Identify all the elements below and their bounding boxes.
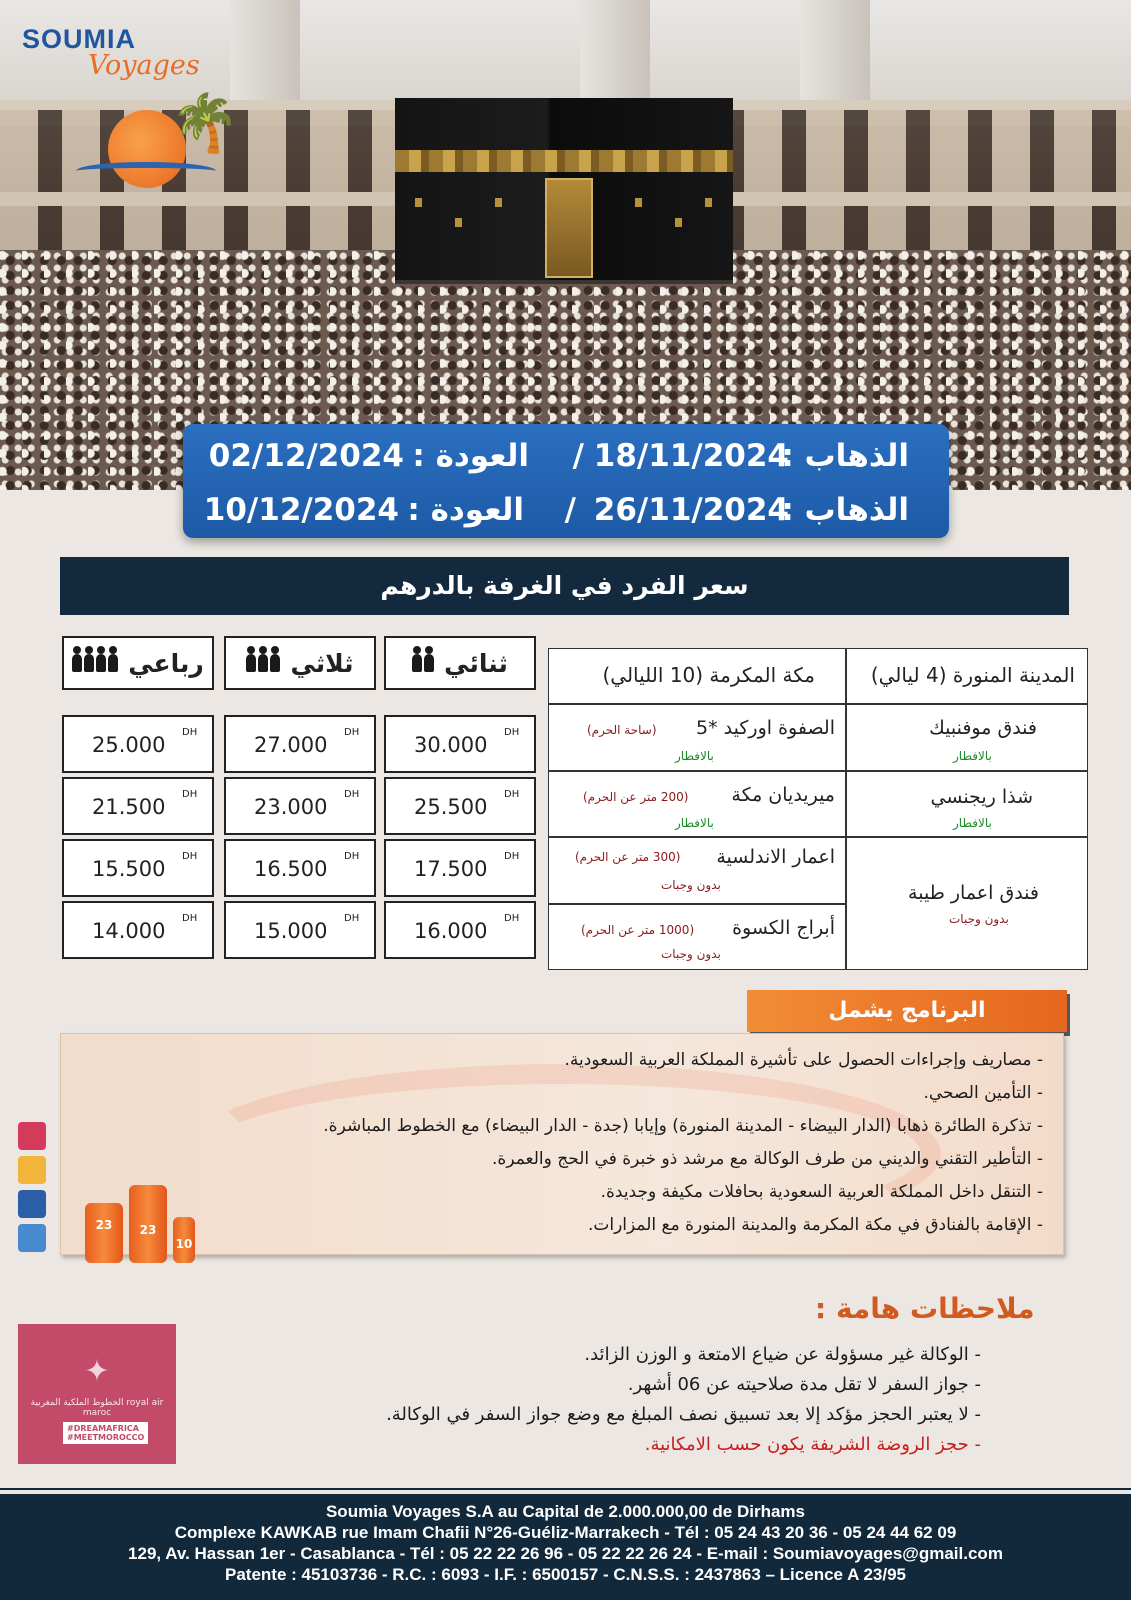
kiswa-ornament	[635, 198, 642, 207]
currency: DH	[344, 913, 360, 924]
hotel-name: فندق موفنبيك	[929, 717, 1037, 739]
currency: DH	[504, 913, 520, 924]
notes-list	[386, 1340, 981, 1460]
travel-dates-box	[183, 424, 949, 538]
price-value: 15.000	[254, 919, 328, 943]
hotel-distance: (1000 متر عن الحرم)	[581, 923, 695, 937]
price-value: 16.500	[254, 857, 328, 881]
hotel-distance: (ساحة الحرم)	[587, 723, 657, 737]
meal-plan: بدون وجبات	[661, 878, 721, 892]
return-date: 02/12/2024	[208, 438, 404, 474]
price-cell	[62, 901, 214, 959]
price-value: 27.000	[254, 733, 328, 757]
return-label: العودة :	[407, 492, 524, 528]
currency: DH	[182, 913, 198, 924]
suitcase-weight: 10	[175, 1237, 193, 1251]
return-label: العودة :	[412, 438, 529, 474]
meal-plan: بالافطار	[953, 749, 992, 763]
kiswa-ornament	[455, 218, 462, 227]
note-item: - جواز السفر لا تقل مدة صلاحيته عن 06 أشهر.	[627, 1374, 981, 1395]
currency: DH	[182, 727, 198, 738]
triple-room-label: ثلاثي	[290, 648, 354, 678]
notes-title: ملاحظات هامة :	[815, 1292, 1035, 1325]
kiswa-ornament	[495, 198, 502, 207]
price-value: 14.000	[92, 919, 166, 943]
double-room-header	[384, 636, 536, 690]
currency: DH	[182, 789, 198, 800]
price-value: 17.500	[414, 857, 488, 881]
royal-air-maroc-badge	[18, 1324, 176, 1464]
program-box	[60, 1033, 1064, 1255]
suitcase-icon	[129, 1185, 167, 1263]
price-cell	[62, 839, 214, 897]
hotel-distance: (300 متر عن الحرم)	[575, 850, 681, 864]
dates-row-2	[183, 492, 949, 542]
hotel-name: أبراج الكسوة	[732, 917, 835, 939]
four-people-icon	[72, 654, 118, 672]
price-cell	[224, 715, 376, 773]
depart-label: الذهاب :	[781, 438, 909, 474]
price-value: 25.000	[92, 733, 166, 757]
price-cell	[224, 839, 376, 897]
footer	[0, 1494, 1131, 1600]
meal-plan: بالافطار	[675, 749, 714, 763]
price-cell	[384, 839, 536, 897]
meal-plan: بالافطار	[953, 816, 992, 830]
triple-room-header	[224, 636, 376, 690]
hotel-name: ميريديان مكة	[731, 784, 835, 806]
price-value: 25.500	[414, 795, 488, 819]
price-cell	[384, 901, 536, 959]
program-title: البرنامج يشمل	[747, 990, 1067, 1032]
medina-header: المدينة المنورة (4 ليالي)	[870, 663, 1075, 687]
ram-hashtag: #MEETMOROCCO	[67, 1433, 145, 1442]
hotel-name: الصفوة اوركيد *5	[696, 717, 835, 739]
fnavm-icon	[18, 1156, 46, 1184]
kiswa-band	[395, 150, 733, 172]
suitcase-weight: 23	[139, 1223, 157, 1237]
currency: DH	[344, 789, 360, 800]
footer-line: Complexe KAWKAB rue Imam Chafii N°26-Guéliz-Marrakech - Tél : 05 24 43 20 36 - 05 24 44 62 09	[174, 1523, 957, 1542]
program-item: - التنقل داخل المملكة العربية السعودية بحافلات مكيفة وجديدة.	[600, 1182, 1043, 1202]
program-item: - التأمين الصحي.	[923, 1083, 1043, 1103]
price-cell	[224, 777, 376, 835]
quad-room-header	[62, 636, 214, 690]
currency: DH	[344, 851, 360, 862]
price-value: 21.500	[92, 795, 166, 819]
suitcase-icon	[85, 1203, 123, 1263]
two-people-icon	[412, 654, 434, 672]
date-separator: /	[564, 492, 576, 528]
meal-plan: بالافطار	[675, 816, 714, 830]
footer-line: 129, Av. Hassan 1er - Casablanca - Tél : 05 22 22 26 96 - 05 22 22 26 24 - E-mail : Soumiavoyages@gmail.com	[128, 1544, 1003, 1563]
footer-divider	[0, 1488, 1131, 1490]
program-item: - تذكرة الطائرة ذهابا (الدار البيضاء - المدينة المنورة) وإيابا (جدة - الدار البيضاء) مع الخطوط المباشرة.	[323, 1116, 1043, 1136]
footer-line: Patente : 45103736 - R.C. : 6093 - I.F. : 6500157 - C.N.S.S. : 2437863 – Licence A 23/95	[225, 1565, 906, 1584]
medina-header-cell	[846, 648, 1088, 704]
price-value: 16.000	[414, 919, 488, 943]
depart-label: الذهاب :	[781, 492, 909, 528]
kiswa-ornament	[415, 198, 422, 207]
ram-crest-icon: ✦	[84, 1354, 110, 1389]
brand-subtitle: Voyages	[88, 50, 200, 81]
iata-icon	[18, 1190, 46, 1218]
hotel-name: شذا ريجنسي	[930, 786, 1033, 808]
dates-row-1	[183, 438, 949, 488]
kaaba	[395, 98, 733, 284]
program-item: - مصاريف وإجراءات الحصول على تأشيرة المملكة العربية السعودية.	[564, 1050, 1043, 1070]
makkah-header: مكة المكرمة (10 الليالي)	[602, 663, 815, 687]
kiswa-ornament	[675, 218, 682, 227]
price-cell	[384, 777, 536, 835]
currency: DH	[504, 789, 520, 800]
hotel-name: فندق اعمار طيبة	[908, 882, 1039, 904]
date-separator: /	[572, 438, 584, 474]
tourism-icon	[18, 1122, 46, 1150]
program-item: - التأطير التقني والديني من طرف الوكالة مع مرشد ذو خبرة في الحج والعمرة.	[492, 1149, 1043, 1169]
quad-room-label: رباعي	[128, 648, 204, 678]
wave-icon	[76, 162, 216, 180]
kiswa-ornament	[705, 198, 712, 207]
makkah-hotel-row	[548, 837, 846, 904]
price-value: 30.000	[414, 733, 488, 757]
currency: DH	[344, 727, 360, 738]
makkah-header-cell	[548, 648, 846, 704]
price-cell	[62, 777, 214, 835]
meal-plan: بدون وجبات	[949, 912, 1009, 926]
makkah-hotel-row	[548, 704, 846, 771]
depart-date: 18/11/2024	[593, 438, 789, 474]
program-list	[323, 1044, 1043, 1242]
association-icon	[18, 1224, 46, 1252]
palm-tree-icon: 🌴	[170, 91, 240, 156]
currency: DH	[504, 851, 520, 862]
footer-line: Soumia Voyages S.A au Capital de 2.000.000,00 de Dirhams	[325, 1502, 806, 1521]
note-item-highlight: - حجز الروضة الشريفة يكون حسب الامكانية.	[644, 1434, 981, 1455]
price-table-title: سعر الفرد في الغرفة بالدرهم	[60, 557, 1069, 615]
double-room-label: ثنائي	[444, 648, 508, 678]
ram-hashtag: #DREAMAFRICA	[67, 1424, 139, 1433]
accreditation-icons	[18, 1122, 48, 1258]
price-value: 15.500	[92, 857, 166, 881]
currency: DH	[504, 727, 520, 738]
brand-name: SOUMIA	[22, 24, 136, 54]
medina-hotel-row	[846, 704, 1088, 771]
suitcase-icon	[173, 1217, 195, 1263]
ram-title: الخطوط الملكية المغربية royal air maroc	[30, 1398, 164, 1418]
soumia-logo	[20, 24, 240, 184]
price-value: 23.000	[254, 795, 328, 819]
makkah-hotel-row	[548, 904, 846, 970]
meal-plan: بدون وجبات	[661, 947, 721, 961]
note-item: - لا يعتبر الحجز مؤكد إلا بعد تسبيق نصف المبلغ مع وضع جواز السفر في الوكالة.	[386, 1404, 981, 1425]
note-item: - الوكالة غير مسؤولة عن ضياع الامتعة و الوزن الزائد.	[584, 1344, 981, 1365]
price-cell	[384, 715, 536, 773]
hotel-distance: (200 متر عن الحرم)	[583, 790, 689, 804]
ram-hashtags	[63, 1422, 148, 1444]
medina-hotel-row	[846, 771, 1088, 837]
price-cell	[224, 901, 376, 959]
hotel-name: اعمار الاندلسية	[716, 846, 835, 868]
return-date: 10/12/2024	[203, 492, 399, 528]
program-item: - الإقامة بالفنادق في مكة المكرمة والمدينة المنورة مع المزارات.	[587, 1215, 1043, 1235]
suitcase-weight: 23	[95, 1218, 113, 1232]
three-people-icon	[246, 654, 280, 672]
kaaba-door	[545, 178, 593, 278]
currency: DH	[182, 851, 198, 862]
depart-date: 26/11/2024	[593, 492, 789, 528]
medina-hotel-row	[846, 837, 1088, 970]
luggage-allowance	[85, 1183, 197, 1263]
price-cell	[62, 715, 214, 773]
makkah-hotel-row	[548, 771, 846, 837]
